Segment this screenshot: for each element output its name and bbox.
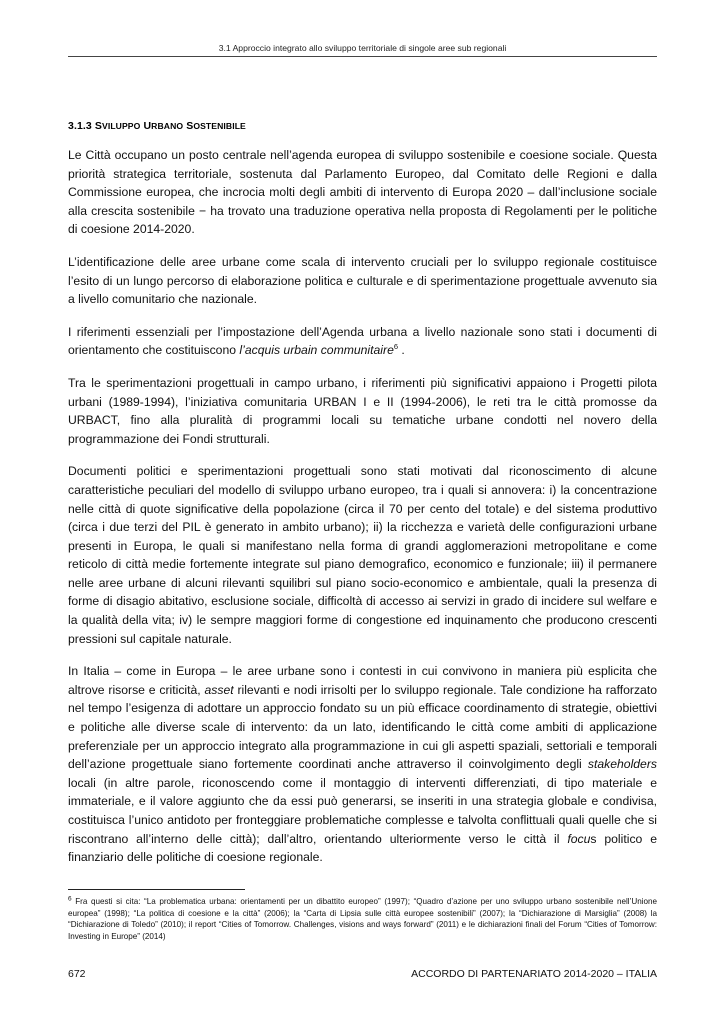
paragraph-text: Documenti politici e sperimentazioni progettuali sono stati motivati dal riconoscimento di alcune caratteristiche peculiari del modello di sviluppo urbano europeo, tra i quali si annovera: i) la concentrazione nelle città di quote significative della popolazione (circa il 70 per cento del totale) e del sistema produttivo (circa i due terzi del PIL è generato in ambito urbano); ii) la ricchezza e varietà delle configurazioni urbane presenti in Europa, le quali si manifestano nella forma di grandi agglomerazioni metropolitane e come reticolo di città medie fortemente integrate sul piano demografico, economico e funzionale; iii) il permanere nelle aree urbane di alcuni rilevanti squilibri sul piano socio-economico e ambientale, quali la presenza di forme di disagio abitativo, esclusione sociale, difficoltà di accesso ai servizi in grado di incidere sul welfare e la qualità della vita; iv) le sempre maggiori forme di congestione ed inquinamento che producono crescenti pressioni sul capitale naturale.	[68, 464, 657, 646]
section-title-word	[143, 120, 183, 132]
paragraph-text: Tra le sperimentazioni progettuali in campo urbano, i riferimenti più significativi appaiono i Progetti pilota urbani (1989-1994), l’iniziativa comunitaria URBAN I e II (1994-2006), le reti tra le città promosse da URBACT, fino alla pluralità di programmi locali su tematiche urbane condotti nel novero della programmazione dei Fondi strutturali.	[68, 375, 657, 446]
italic-term: l’acquis urbain communitaire	[239, 343, 394, 358]
body-paragraph	[68, 462, 657, 648]
paragraph-text: Le Città occupano un posto centrale nell’agenda europea di sviluppo sostenibile e coesione sociale. Questa priorità strategica territoriale, sostenuta dal Parlamento Europeo, dal Comitato delle Regioni e dalla Commissione europea, che incrocia molti degli ambiti di intervento di Europa 2020 – dall’inclusione sociale alla crescita sostenibile − ha trovato una traduzione operativa nella proposta di Regolamenti per le politiche di coesione 2014-2020.	[68, 148, 657, 237]
section-title-word	[95, 120, 141, 132]
body-paragraph	[68, 146, 657, 239]
paragraph-text: .	[398, 343, 405, 358]
paragraph-text: I riferimenti essenziali per l’impostazione dell’Agenda urbana a livello nazionale sono stati i documenti di orientamento che costituiscono	[68, 324, 657, 358]
paragraph-text: s politico e finanziario delle politiche di coesione regionale.	[68, 831, 657, 865]
section-title-initial: S	[186, 120, 194, 132]
paragraph-text: rilevanti e nodi irrisolti per lo sviluppo regionale. Tale condizione ha rafforzato nel tempo l’esigenza di adottare un approccio fondato su un più efficace coordinamento di strategie, obiettivi e politiche alle diverse scale di intervento: da un lato, identificando le città come ambiti di applicazione preferenziale per un approccio integrato alla programmazione in cui gli aspetti spaziali, settoriali e temporali dell’azione progettuale siano fortemente coordinati anche attraverso il coinvolgimento degli	[68, 682, 657, 772]
section-title-rest: OSTENIBILE	[193, 121, 246, 131]
page-number: 672	[68, 968, 86, 980]
footnote-rule	[68, 889, 245, 890]
paragraph-text: In Italia – come in Europa – le aree urbane sono i contesti in cui convivono in maniera più esplicita che altrove risorse e criticità,	[68, 664, 657, 697]
section-title-word	[186, 120, 246, 132]
section-title-rest: RBANO	[151, 121, 184, 131]
section-title-rest: VILUPPO	[102, 121, 141, 131]
running-header: 3.1 Approccio integrato allo sviluppo territoriale di singole aree sub regionali	[218, 43, 507, 53]
section-heading	[68, 120, 657, 132]
header-rule	[68, 56, 657, 57]
body-paragraph	[68, 253, 657, 309]
body-paragraph	[68, 662, 657, 867]
page-content	[68, 120, 657, 881]
footnote-marker: 6	[68, 895, 72, 903]
italic-term: stakeholders	[587, 757, 657, 772]
section-number: 3.1.3	[68, 120, 92, 132]
footnote	[68, 896, 657, 942]
footer-document-title: ACCORDO DI PARTENARIATO 2014-2020 – ITALIA	[411, 968, 657, 980]
footnote-text: Fra questi si cita: “La problematica urbana: orientamenti per un dibattito europeo” (1997); “Quadro d’azione per uno sviluppo urbano sostenibile nell’Unione europea” (1998); “La politica di coesione e la città” (2006); la “Carta di Lipsia sulle città europee sostenibili” (2007); la “Dichiarazione di Marsiglia” (2008) la “Dichiarazione di Toledo” (2010); il report “Cities of Tomorrow. Challenges, visions and ways forward” (2011) e le dichiarazioni finali del Forum “Cities of Tomorrow: Investing in Europe” (2014)	[68, 897, 657, 941]
paragraph-text: L’identificazione delle aree urbane come scala di intervento cruciali per lo sviluppo regionale costituisce l’esito di un lungo percorso di elaborazione politica e culturale e di sperimentazione progettuale avvenuto sia a livello comunitario che nazionale.	[68, 254, 657, 307]
section-title-initial: S	[94, 120, 102, 132]
italic-term: focu	[567, 831, 591, 846]
section-title	[95, 120, 246, 132]
paragraph-text: locali (in altre parole, riconoscendo come il montaggio di interventi differenziati, di tipo materiale e immateriale, e il valore aggiunto che da essi può generarsi, se inseriti in una strategia globale e condivisa, costituisca l’unico antidoto per fronteggiare problematiche complesse e talvolta conflittuali quali quelle che si riscontrano all’interno delle città); dall’altro, orientando ulteriormente verso le città il	[68, 775, 657, 846]
footnote-reference: 6	[393, 342, 399, 352]
body-text	[68, 146, 657, 867]
section-title-initial: U	[143, 120, 152, 132]
italic-term: asset	[204, 682, 234, 697]
body-paragraph	[68, 374, 657, 448]
body-paragraph	[68, 323, 657, 360]
